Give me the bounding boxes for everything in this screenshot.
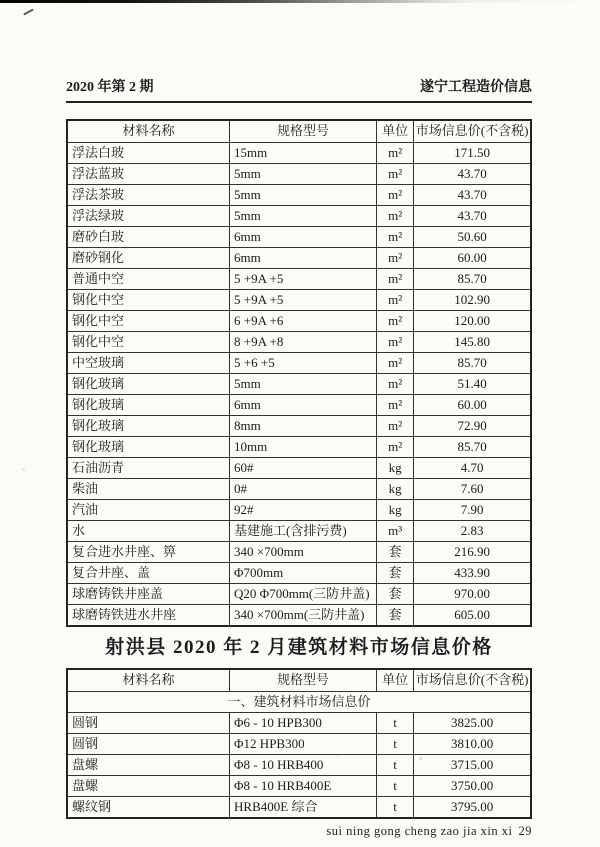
price-cell: 85.70 — [414, 437, 531, 458]
col-header-unit: 单位 — [376, 669, 413, 692]
unit-cell: m² — [376, 227, 413, 248]
material-name-cell: 钢化玻璃 — [67, 416, 230, 437]
price-cell: 50.60 — [414, 227, 531, 248]
spec-cell: 5mm — [230, 185, 377, 206]
material-name-cell: 螺纹钢 — [67, 797, 230, 819]
table-row — [67, 563, 531, 584]
spec-cell: Φ8 - 10 HRB400E — [230, 776, 377, 797]
unit-cell: kg — [376, 458, 413, 479]
spec-cell: 6mm — [230, 227, 377, 248]
material-name-cell: 盘螺 — [67, 776, 230, 797]
material-name-cell: 圆钢 — [67, 734, 230, 755]
material-name-cell: 水 — [67, 521, 230, 542]
scanned-page — [66, 0, 532, 839]
table-row — [67, 542, 531, 563]
unit-cell: m² — [376, 143, 413, 164]
scan-noise-specks — [0, 0, 1, 1]
table-row — [67, 713, 531, 734]
material-name-cell: 浮法蓝玻 — [67, 164, 230, 185]
table-section-label: 一、建筑材料市场信息价 — [67, 692, 531, 713]
price-cell: 3750.00 — [414, 776, 531, 797]
unit-cell: t — [376, 734, 413, 755]
material-name-cell: 盘螺 — [67, 755, 230, 776]
material-name-cell: 复合进水井座、箅 — [67, 542, 230, 563]
material-name-cell: 汽油 — [67, 500, 230, 521]
running-header — [66, 76, 532, 103]
price-cell: 43.70 — [414, 206, 531, 227]
price-cell: 72.90 — [414, 416, 531, 437]
material-price-table-2 — [66, 668, 532, 819]
price-cell: 43.70 — [414, 164, 531, 185]
issue-label: 2020 年第 2 期 — [66, 80, 154, 95]
spec-cell: 5 +9A +5 — [230, 290, 377, 311]
unit-cell: m² — [376, 185, 413, 206]
unit-cell: m² — [376, 290, 413, 311]
unit-cell: t — [376, 755, 413, 776]
price-cell: 216.90 — [414, 542, 531, 563]
price-cell: 3795.00 — [414, 797, 531, 819]
spec-cell: 8 +9A +8 — [230, 332, 377, 353]
material-name-cell: 钢化玻璃 — [67, 395, 230, 416]
material-name-cell: 钢化中空 — [67, 332, 230, 353]
material-name-cell: 磨砂钢化 — [67, 248, 230, 269]
material-name-cell: 浮法绿玻 — [67, 206, 230, 227]
spec-cell: HRB400E 综合 — [230, 797, 377, 819]
material-name-cell: 钢化中空 — [67, 290, 230, 311]
page-footer — [66, 824, 532, 839]
col-header-spec-model: 规格型号 — [230, 120, 377, 143]
spec-cell: 5mm — [230, 206, 377, 227]
table-row — [67, 734, 531, 755]
unit-cell: 套 — [376, 563, 413, 584]
unit-cell: m² — [376, 374, 413, 395]
section-title: 射洪县 2020 年 2 月建筑材料市场信息价格 — [105, 637, 493, 658]
col-header-material-name: 材料名称 — [67, 120, 230, 143]
table-row — [67, 227, 531, 248]
table-row — [67, 605, 531, 627]
spec-cell: 340 ×700mm — [230, 542, 377, 563]
material-name-cell: 中空玻璃 — [67, 353, 230, 374]
table-row — [67, 479, 531, 500]
unit-cell: t — [376, 776, 413, 797]
unit-cell: m² — [376, 395, 413, 416]
spec-cell: 0# — [230, 479, 377, 500]
price-cell: 4.70 — [414, 458, 531, 479]
spec-cell: 6 +9A +6 — [230, 311, 377, 332]
price-cell: 605.00 — [414, 605, 531, 627]
spec-cell: 92# — [230, 500, 377, 521]
unit-cell: m² — [376, 269, 413, 290]
footer-romanization: sui ning gong cheng zao jia xin xi — [326, 824, 513, 838]
unit-cell: 套 — [376, 584, 413, 605]
spec-cell: Φ6 - 10 HPB300 — [230, 713, 377, 734]
material-name-cell: 钢化玻璃 — [67, 374, 230, 395]
table-row — [67, 143, 531, 164]
material-name-cell: 柴油 — [67, 479, 230, 500]
price-cell: 7.90 — [414, 500, 531, 521]
material-price-table-1 — [66, 119, 532, 627]
table-row — [67, 332, 531, 353]
table-row — [67, 500, 531, 521]
spec-cell: 基建施工(含排污费) — [230, 521, 377, 542]
material-name-cell: 浮法茶玻 — [67, 185, 230, 206]
price-cell: 43.70 — [414, 185, 531, 206]
col-header-unit: 单位 — [376, 120, 413, 143]
table-row — [67, 248, 531, 269]
spec-cell: 5 +6 +5 — [230, 353, 377, 374]
price-cell: 2.83 — [414, 521, 531, 542]
price-cell: 60.00 — [414, 395, 531, 416]
unit-cell: m² — [376, 353, 413, 374]
price-cell: 3810.00 — [414, 734, 531, 755]
unit-cell: kg — [376, 479, 413, 500]
material-name-cell: 圆钢 — [67, 713, 230, 734]
unit-cell: m² — [376, 437, 413, 458]
price-cell: 3715.00 — [414, 755, 531, 776]
spec-cell: 60# — [230, 458, 377, 479]
unit-cell: m² — [376, 164, 413, 185]
table-row — [67, 374, 531, 395]
table-row — [67, 437, 531, 458]
material-name-cell: 石油沥青 — [67, 458, 230, 479]
price-cell: 433.90 — [414, 563, 531, 584]
table-row — [67, 206, 531, 227]
spec-cell: Φ700mm — [230, 563, 377, 584]
table-row — [67, 797, 531, 819]
unit-cell: m² — [376, 416, 413, 437]
unit-cell: kg — [376, 500, 413, 521]
unit-cell: t — [376, 713, 413, 734]
price-cell: 51.40 — [414, 374, 531, 395]
col-header-material-name: 材料名称 — [67, 669, 230, 692]
spec-cell: 15mm — [230, 143, 377, 164]
table-header-row — [67, 120, 531, 143]
table-row — [67, 185, 531, 206]
unit-cell: m³ — [376, 521, 413, 542]
table-row — [67, 521, 531, 542]
price-cell: 171.50 — [414, 143, 531, 164]
material-name-cell: 钢化中空 — [67, 311, 230, 332]
spec-cell: 6mm — [230, 248, 377, 269]
price-cell: 7.60 — [414, 479, 531, 500]
col-header-market-price: 市场信息价(不含税) — [414, 669, 531, 692]
table-row — [67, 416, 531, 437]
material-name-cell: 球磨铸铁进水井座 — [67, 605, 230, 627]
spec-cell: 5mm — [230, 164, 377, 185]
price-cell: 85.70 — [414, 269, 531, 290]
table-row — [67, 755, 531, 776]
price-cell: 85.70 — [414, 353, 531, 374]
table-row — [67, 776, 531, 797]
material-name-cell: 复合井座、盖 — [67, 563, 230, 584]
unit-cell: t — [376, 797, 413, 819]
table-row — [67, 269, 531, 290]
price-cell: 970.00 — [414, 584, 531, 605]
journal-title: 遂宁工程造价信息 — [420, 80, 532, 95]
unit-cell: m² — [376, 311, 413, 332]
scan-artifact-mark — [23, 9, 34, 16]
table-row — [67, 311, 531, 332]
col-header-spec-model: 规格型号 — [230, 669, 377, 692]
table-row — [67, 458, 531, 479]
table-section-row — [67, 692, 531, 713]
unit-cell: 套 — [376, 542, 413, 563]
spec-cell: 8mm — [230, 416, 377, 437]
unit-cell: m² — [376, 206, 413, 227]
material-name-cell: 钢化玻璃 — [67, 437, 230, 458]
page-number: 29 — [518, 824, 532, 838]
unit-cell: 套 — [376, 605, 413, 627]
price-cell: 60.00 — [414, 248, 531, 269]
table-row — [67, 290, 531, 311]
price-cell: 145.80 — [414, 332, 531, 353]
table-row — [67, 353, 531, 374]
material-name-cell: 浮法白玻 — [67, 143, 230, 164]
spec-cell: Q20 Φ700mm(三防井盖) — [230, 584, 377, 605]
spec-cell: Φ12 HPB300 — [230, 734, 377, 755]
unit-cell: m² — [376, 248, 413, 269]
table-row — [67, 164, 531, 185]
table-header-row — [67, 669, 531, 692]
spec-cell: 10mm — [230, 437, 377, 458]
material-name-cell: 普通中空 — [67, 269, 230, 290]
price-cell: 120.00 — [414, 311, 531, 332]
col-header-market-price: 市场信息价(不含税) — [414, 120, 531, 143]
table-row — [67, 584, 531, 605]
spec-cell: 5mm — [230, 374, 377, 395]
price-cell: 102.90 — [414, 290, 531, 311]
unit-cell: m² — [376, 332, 413, 353]
material-name-cell: 磨砂白玻 — [67, 227, 230, 248]
spec-cell: 340 ×700mm(三防井盖) — [230, 605, 377, 627]
material-name-cell: 球磨铸铁井座盖 — [67, 584, 230, 605]
spec-cell: 6mm — [230, 395, 377, 416]
spec-cell: 5 +9A +5 — [230, 269, 377, 290]
price-cell: 3825.00 — [414, 713, 531, 734]
table-row — [67, 395, 531, 416]
spec-cell: Φ8 - 10 HRB400 — [230, 755, 377, 776]
